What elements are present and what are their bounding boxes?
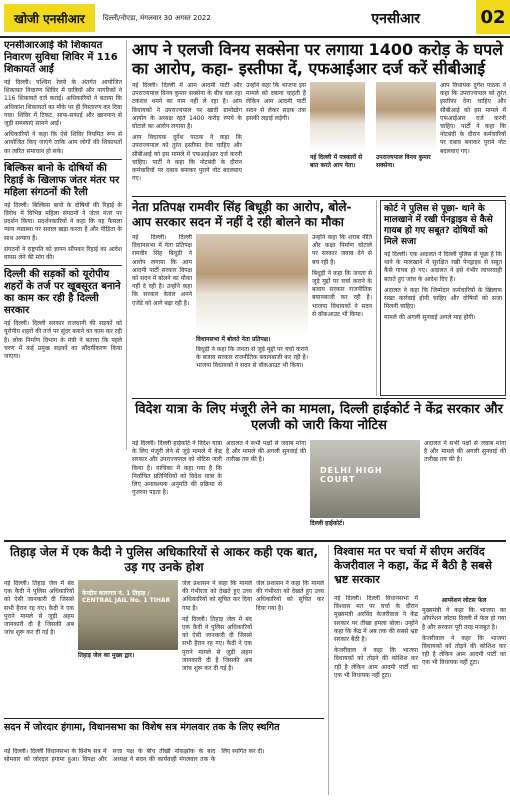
bottom-left-body-col3 <box>256 580 324 715</box>
article-body: मुख्यमंत्री ने कहा कि भाजपा का ऑपरेशन लोटस दिल्ली में फेल हो गया है और सरकार पूरी तरह मजबूत है। <box>422 607 506 631</box>
second-body-col2 <box>196 346 308 396</box>
masthead <box>0 0 510 38</box>
article-body: अदालत ने सभी पक्षों से जवाब मांगा है और मामले की अगली सुनवाई की तारीख तय की है। <box>424 440 506 464</box>
bottom-right-body-col1 <box>334 595 418 795</box>
sub-body <box>4 748 324 798</box>
article-body: अदालत ने कहा कि जिम्मेदार कर्मचारियों के खिलाफ सख्त कार्रवाई होनी चाहिए और दोषियों को सजा मिलनी चाहिए। <box>384 286 502 311</box>
article-body: नई दिल्ली। तिहाड़ जेल में बंद एक कैदी ने पुलिस अधिकारियों को ऐसी जानकारी दी जिससे सभी हैरान रह गए। कैदी ने एक पुराने मामले से जुड़ी अहम जानकारी दी है जिसकी अब जांच शुरू कर दी गई है। <box>182 615 252 673</box>
article-body: नई दिल्ली। दिल्ली में आम आदमी पार्टी और उपराज्यपाल विनय कुमार सक्सेना के बीच चल रहा टकराव थमने का नाम नहीं ले रहा है। आप विधायकों ने उपराज्यपाल पर खादी ग्रामोद्योग आयोग के अध्यक्ष रहते 1400 करोड़ रुपये के घोटाले का आरोप लगाया है। <box>132 82 242 131</box>
jail-sign: केन्द्रीय कारागार नं. 1 तिहाड़ / CENTRAL JAIL No. 1 TIHAR <box>82 590 171 604</box>
mid-body-col3 <box>424 440 506 535</box>
mid-body-col1 <box>132 440 222 535</box>
photo-caption: विधानसभा में बोलते नेता प्रतिपक्ष। <box>196 336 271 343</box>
bottom-left-body-col2 <box>182 580 252 715</box>
article-body: जेल प्रशासन ने कहा कि मामले की गंभीरता को देखते हुए उच्च अधिकारियों को सूचित कर दिया गया है। <box>256 580 324 612</box>
article-body: उन्होंने कहा कि शराब नीति और कक्षा निर्माण घोटाले पर सरकार जवाब देने से बच रही है। <box>312 234 372 266</box>
article-body: बिधूड़ी ने कहा कि जनता से जुड़े मुद्दों पर चर्चा कराने के बजाय सरकार राजनीतिक बयानबाजी कर रही है। भाजपा विधायकों ने सदन से वॉकआउट भी किया। <box>312 269 372 318</box>
column-divider <box>328 545 329 795</box>
article-body: केजरीवाल ने कहा कि भाजपा विधायकों को तोड़ने की कोशिश कर रही है लेकिन आम आदमी पार्टी का एक भी विधायक नहीं टूटा। <box>422 634 506 667</box>
bottom-right-body-col2 <box>422 595 506 795</box>
article-headline: बिल्किस बानो के दोषियों की रिहाई के खिलाफ जंतर मंतर पर महिला संगठनों की रैली <box>4 162 120 198</box>
second-body-col3 <box>312 234 372 394</box>
article-body: बिधूड़ी ने कहा कि जनता से जुड़े मुद्दों पर चर्चा कराने के बजाय सरकार राजनीतिक बयानबाजी कर रही है। भाजपा विधायकों ने सदन से वॉकआउट भी किया। <box>196 346 308 370</box>
section-rule <box>4 540 506 542</box>
article-body: नई दिल्ली। दिल्ली हाईकोर्ट ने विदेश यात्रा के लिए मंजूरी लेने से जुड़े मामले में केंद्र सरकार और उपराज्यपाल को नोटिस जारी किया है। याचिका में कहा गया है कि निर्वाचित प्रतिनिधियों को विदेश यात्रा के लिए अनावश्यक अनुमति की प्रक्रिया से गुजरना पड़ता है। <box>132 440 222 497</box>
bottom-left-body-col1 <box>4 580 74 715</box>
sub-headline: सदन में जोरदार हंगामा, विधानसभा का विशेष सत्र मंगलवार तक के लिए स्थगित <box>4 722 280 733</box>
portrait-photo <box>310 82 365 152</box>
article-headline: कोर्ट ने पुलिस से पूछा- थाने के मालखाने में रखी पेनड्राइव से कैसे गायब हो गए सबूत? दोषियों को मिले सजा <box>384 204 493 247</box>
jail-photo <box>78 580 178 650</box>
portrait-photo <box>376 82 436 152</box>
second-headline: नेता प्रतिपक्ष रामवीर सिंह बिधूड़ी का आरोप, बोले- आप सरकार सदन में नहीं दे रही बोलने का मौका <box>132 200 352 229</box>
article-body: नई दिल्ली। बिल्किस बानो के दोषियों की रिहाई के विरोध में विभिन्न महिला संगठनों ने जंतर मंतर पर प्रदर्शन किया। प्रदर्शनकारियों ने कहा कि यह फैसला न्याय व्यवस्था पर सवाल खड़ा करता है और पीड़िता के साथ अन्याय है। <box>4 201 122 242</box>
bottom-left-headline: तिहाड़ जेल में एक कैदी ने पुलिस अधिकारियों से आकर कही एक बात, उड़ गए उनके होश <box>9 545 319 574</box>
article-body: नई दिल्ली। तिहाड़ जेल में बंद एक कैदी ने पुलिस अधिकारियों को ऐसी जानकारी दी जिससे सभी हैरान रह गए। कैदी ने एक पुराने मामले से जुड़ी अहम जानकारी दी है जिसकी अब जांच शुरू कर दी गई है। <box>4 580 74 637</box>
article-body: जेल प्रशासन ने कहा कि मामले की गंभीरता को देखते हुए उच्च अधिकारियों को सूचित कर दिया गया है। <box>182 580 252 612</box>
article-body: मामले की अगली सुनवाई अगले माह होगी। <box>384 314 476 322</box>
court-photo <box>310 440 420 518</box>
dateline: दिल्ली/नोएडा, मंगलवार 30 अगस्त 2022 <box>102 13 211 22</box>
second-body-col1 <box>132 234 192 394</box>
sub-heading: आपरेशन लोटस फेल <box>441 597 487 604</box>
article-body: नई दिल्ली। दिल्ली विधानसभा के विशेष सत्र में सोमवार को जोरदार हंगामा हुआ। विपक्ष और सत्ता पक्ष के बीच तीखी नोकझोंक के बाद अध्यक्ष ने सदन की कार्यवाही मंगलवार तक के लिए स्थगित कर दी। <box>4 748 265 764</box>
lead-body-col3 <box>440 82 506 192</box>
column-divider <box>376 200 377 396</box>
portrait-photo <box>196 234 308 334</box>
photo-caption: नई दिल्ली में पत्रकारों से बात करते आप नेता। <box>310 154 363 169</box>
article-headline: एनसीआरआई की शिकायत निवारण सुविधा शिविर में 116 शिकायतें आईं <box>4 40 118 75</box>
photo-caption: दिल्ली हाईकोर्ट। <box>310 520 345 527</box>
section-title: एनसीआर <box>371 10 420 27</box>
article-body: नई दिल्ली। एक अदालत ने दिल्ली पुलिस से पूछा है कि थाने के मालखाने में सुरक्षित रखी पेनड्राइव से सबूत कैसे गायब हो गए। अदालत ने इसे गंभीर लापरवाही बताते हुए जांच के आदेश दिए हैं। <box>384 251 502 283</box>
lead-headline: आप ने एलजी विनय सक्सेना पर लगाया 1400 करोड़ के घपले का आरोप, कहा- इस्तीफा दें, एफआईआर दर्ज करें सीबीआई <box>132 40 504 78</box>
article-body: नई दिल्ली। दिल्ली सरकार राजधानी की सड़कों को यूरोपीय शहरों की तर्ज पर सुंदर बनाने का काम कर रही है। लोक निर्माण विभाग के मंत्री ने बताया कि पहले चरण में कई प्रमुख सड़कों का सौंदर्यीकरण किया जाएगा। <box>4 320 122 361</box>
court-sign: DELHI HIGH COURT <box>320 466 383 484</box>
mid-headline: विदेश यात्रा के लिए मंजूरी लेने का मामला, दिल्ली हाईकोर्ट ने केंद्र सरकार और एलजी को जारी किया नोटिस <box>135 402 503 433</box>
article-body: नई दिल्ली। दिल्ली विधानसभा में नेता प्रतिपक्ष रामवीर सिंह बिधूड़ी ने आरोप लगाया कि आम आदमी पार्टी सरकार विपक्ष को सदन में बोलने का मौका नहीं दे रही है। उन्होंने कहा कि सरकार केवल अपने एजेंडे को आगे बढ़ा रही है। <box>132 234 192 307</box>
mid-body-col2 <box>226 440 306 535</box>
article-body: नई दिल्ली। पश्चिम रेलवे के अंतर्गत आयोजित शिकायत निवारण शिविर में यात्रियों और नागरिकों ने 116 शिकायतें दर्ज कराईं। अधिकारियों ने बताया कि अधिकांश शिकायतों का मौके पर ही निस्तारण कर दिया गया। शिविर में टिकट, साफ-सफाई और खानपान से जुड़ी समस्याएं सामने आईं। <box>4 79 122 128</box>
article-body: अदालत ने सभी पक्षों से जवाब मांगा है और मामले की अगली सुनवाई की तारीख तय की है। <box>226 440 306 464</box>
photo-caption: उपराज्यपाल विनय कुमार सक्सेना। <box>376 154 431 169</box>
page-number: 02 <box>476 0 510 34</box>
section-rule <box>4 718 324 719</box>
paper-name: खोजी एनसीआर <box>4 4 95 32</box>
right-body <box>384 251 502 326</box>
column-divider <box>126 40 127 450</box>
article-headline: दिल्ली की सड़कों को यूरोपीय शहरों के तर्ज पर खूबसूरत बनाने का काम कर रही है दिल्ली सरकार <box>4 269 121 317</box>
article-body: आप विधायक दुर्गेश पाठक ने कहा कि उपराज्यपाल को तुरंत इस्तीफा देना चाहिए और सीबीआई को इस मामले में एफआईआर दर्ज करनी चाहिए। पार्टी ने कहा कि नोटबंदी के दौरान कर्मचारियों पर दबाव बनाकर पुराने नोट बदलवाए गए। <box>132 134 242 183</box>
section-rule <box>132 196 506 197</box>
article-body: अधिकारियों ने कहा कि ऐसे शिविर नियमित रूप से आयोजित किए जाएंगे ताकि आम लोगों की शिकायतों का त्वरित समाधान हो सके। <box>4 131 122 155</box>
article-body: आप विधायक दुर्गेश पाठक ने कहा कि उपराज्यपाल को तुरंत इस्तीफा देना चाहिए और सीबीआई को इस मामले में एफआईआर दर्ज करनी चाहिए। पार्टी ने कहा कि नोटबंदी के दौरान कर्मचारियों पर दबाव बनाकर पुराने नोट बदलवाए गए। <box>440 82 506 155</box>
article-body: नई दिल्ली। दिल्ली विधानसभा में विश्वास मत पर चर्चा के दौरान मुख्यमंत्री अरविंद केजरीवाल ने केंद्र सरकार पर तीखा हमला बोला। उन्होंने कहा कि केंद्र में अब तक की सबसे भ्रष्ट सरकार बैठी है। <box>334 595 418 644</box>
article-body: केजरीवाल ने कहा कि भाजपा विधायकों को तोड़ने की कोशिश कर रही है लेकिन आम आदमी पार्टी का एक भी विधायक नहीं टूटा। <box>334 647 418 679</box>
article-body: उन्होंने कहा कि भाजपा इस मामले को दबाना चाहती है लेकिन आम आदमी पार्टी सदन से लेकर सड़क तक इसकी लड़ाई लड़ेगी। <box>246 82 306 122</box>
article-body: संगठनों ने राष्ट्रपति को ज्ञापन सौंपकर रिहाई का आदेश वापस लेने की मांग की। <box>4 245 122 262</box>
right-column-box <box>380 200 506 396</box>
photo-caption: तिहाड़ जेल का मुख्य द्वार। <box>78 652 135 659</box>
section-rule <box>132 398 506 399</box>
bottom-right-headline: विश्वास मत पर चर्चा में सीएम अरविंद केजरीवाल ने कहा, केंद्र में बैठी है सबसे भ्रष्ट सरकार <box>334 545 492 586</box>
lead-body-col2 <box>246 82 306 192</box>
lead-body-col1 <box>132 82 242 192</box>
left-column <box>4 40 122 450</box>
